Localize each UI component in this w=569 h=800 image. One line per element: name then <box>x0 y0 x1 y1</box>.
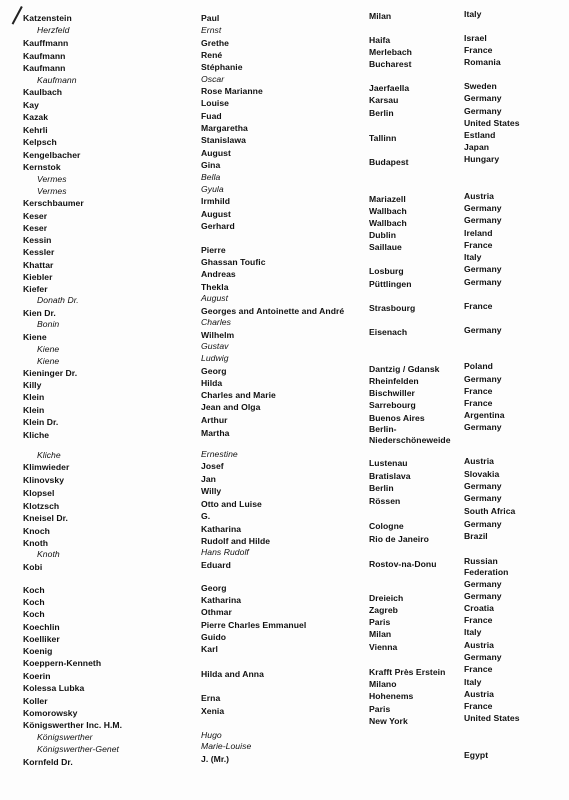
country-entry: Croatia <box>464 603 494 613</box>
country-entry: Germany <box>464 277 502 287</box>
city-entry: Mariazell <box>369 194 406 204</box>
country-entry: Estland <box>464 130 496 140</box>
city-entry: Milan <box>369 629 392 639</box>
first-name-entry: Hilda and Anna <box>201 669 264 679</box>
city-entry: Lustenau <box>369 458 408 468</box>
first-name-entry: René <box>201 50 223 60</box>
surname-entry: Kehrli <box>23 125 48 135</box>
surname-entry: Herzfeld <box>37 25 70 35</box>
first-name-entry: Georg <box>201 366 227 376</box>
surname-entry: Kiene <box>37 344 60 354</box>
first-name-entry: Louise <box>201 98 229 108</box>
surname-entry: Kiefer <box>23 284 48 294</box>
city-entry: Berlin- <box>369 424 397 434</box>
first-name-entry: August <box>201 148 231 158</box>
city-entry: Sarrebourg <box>369 400 416 410</box>
surname-entry: Koch <box>23 585 45 595</box>
city-entry: Vienna <box>369 642 398 652</box>
first-name-entry: Georg <box>201 583 227 593</box>
surname-entry: Koch <box>23 597 45 607</box>
first-name-entry: Gustav <box>201 341 229 351</box>
country-entry: France <box>464 398 493 408</box>
country-entry: Germany <box>464 93 502 103</box>
surname-entry: Königswerther Inc. H.M. <box>23 720 123 730</box>
city-entry: Püttlingen <box>369 279 412 289</box>
first-name-entry: Guido <box>201 632 227 642</box>
surname-entry: Königswerther <box>37 732 93 742</box>
surname-entry: Klotzsch <box>23 501 60 511</box>
country-entry: Israel <box>464 33 487 43</box>
country-entry: France <box>464 301 493 311</box>
city-entry: Wallbach <box>369 218 407 228</box>
city-entry: Zagreb <box>369 605 398 615</box>
first-name-entry: Rudolf and Hilde <box>201 536 271 546</box>
first-name-entry: Fuad <box>201 111 222 121</box>
first-name-entry: Hilda <box>201 378 223 388</box>
country-entry: Ireland <box>464 228 493 238</box>
first-name-entry: Othmar <box>201 607 232 617</box>
surname-entry: Knoch <box>23 526 50 536</box>
country-entry: Germany <box>464 652 502 662</box>
country-entry: Germany <box>464 203 502 213</box>
country-entry: France <box>464 701 493 711</box>
surname-entry: Klein <box>23 405 45 415</box>
city-entry: Haifa <box>369 35 391 45</box>
first-name-entry: Karl <box>201 644 218 654</box>
country-entry: Germany <box>464 374 502 384</box>
city-entry: Merlebach <box>369 47 412 57</box>
city-entry: Milan <box>369 11 392 21</box>
city-entry: Saillaue <box>369 242 402 252</box>
city-entry: Jaerfaella <box>369 83 410 93</box>
first-name-entry: Otto and Luise <box>201 499 262 509</box>
surname-entry: Kornfeld Dr. <box>23 757 73 767</box>
surname-entry: Kazak <box>23 112 49 122</box>
first-name-entry: Thekla <box>201 282 229 292</box>
surname-entry: Kaufmann <box>23 51 66 61</box>
surname-entry: Kaufmann <box>23 63 66 73</box>
city-entry: Bucharest <box>369 59 412 69</box>
first-name-entry: Jan <box>201 474 216 484</box>
surname-entry: Koerin <box>23 671 51 681</box>
surname-entry: Kliche <box>23 430 50 440</box>
first-name-entry: Charles <box>201 317 231 327</box>
first-name-entry: Oscar <box>201 74 225 84</box>
country-entry: Germany <box>464 422 502 432</box>
country-entry: South Africa <box>464 506 516 516</box>
first-name-entry: August <box>201 209 231 219</box>
surname-entry: Kauffmann <box>23 38 69 48</box>
surname-entry: Kneisel Dr. <box>23 513 68 523</box>
surname-entry: Kobi <box>23 562 43 572</box>
first-name-entry: Jean and Olga <box>201 402 261 412</box>
country-entry: Germany <box>464 591 502 601</box>
first-name-entry: Wilhelm <box>201 330 235 340</box>
first-name-entry: Hugo <box>201 730 222 740</box>
first-name-entry: Hans Rudolf <box>201 547 249 557</box>
city-entry: Bischwiller <box>369 388 415 398</box>
country-entry: Austria <box>464 640 494 650</box>
city-entry: Dublin <box>369 230 397 240</box>
first-name-entry: Willy <box>201 486 222 496</box>
surname-entry: Killy <box>23 380 42 390</box>
first-name-entry: Margaretha <box>201 123 248 133</box>
surname-entry: Koechlin <box>23 622 60 632</box>
surname-entry: Kerschbaumer <box>23 198 84 208</box>
first-name-entry: Charles and Marie <box>201 390 276 400</box>
country-entry: Russian <box>464 556 498 566</box>
city-entry: Eisenach <box>369 327 408 337</box>
surname-entry: Komorowsky <box>23 708 78 718</box>
surname-entry: Kaulbach <box>23 87 63 97</box>
country-entry: France <box>464 386 493 396</box>
surname-entry: Kessler <box>23 247 55 257</box>
first-name-entry: August <box>201 293 229 303</box>
surname-entry: Knoth <box>23 538 49 548</box>
surname-entry: Bonin <box>37 319 60 329</box>
first-name-entry: G. <box>201 511 211 521</box>
city-entry: Losburg <box>369 266 404 276</box>
country-entry: Germany <box>464 493 502 503</box>
city-entry: Cologne <box>369 521 404 531</box>
surname-entry: Klein Dr. <box>23 417 59 427</box>
surname-entry: Khattar <box>23 260 54 270</box>
surname-entry: Kernstok <box>23 162 61 172</box>
country-entry: Italy <box>464 627 482 637</box>
first-name-entry: Ernst <box>201 25 222 35</box>
first-name-entry: Gina <box>201 160 221 170</box>
country-entry: Hungary <box>464 154 500 164</box>
first-name-entry: Josef <box>201 461 224 471</box>
first-name-entry: Ludwig <box>201 353 229 363</box>
surname-entry: Kiebler <box>23 272 53 282</box>
country-entry: Brazil <box>464 531 488 541</box>
city-entry: Tallinn <box>369 133 397 143</box>
city-entry: Milano <box>369 679 397 689</box>
first-name-entry: Stanislawa <box>201 135 246 145</box>
first-name-entry: Gerhard <box>201 221 235 231</box>
city-entry: Bratislava <box>369 471 411 481</box>
first-name-entry: Marie-Louise <box>201 741 252 751</box>
country-entry: Italy <box>464 677 482 687</box>
first-name-entry: Paul <box>201 13 220 23</box>
country-entry: Austria <box>464 456 494 466</box>
surname-entry: Kien Dr. <box>23 308 56 318</box>
country-entry: Austria <box>464 689 494 699</box>
country-entry: France <box>464 45 493 55</box>
city-entry: Paris <box>369 704 391 714</box>
first-name-entry: Grethe <box>201 38 229 48</box>
surname-entry: Koller <box>23 696 48 706</box>
first-name-entry: Bella <box>201 172 221 182</box>
surname-entry: Knoth <box>37 549 60 559</box>
surname-entry: Keser <box>23 223 48 233</box>
surname-entry: Klopsel <box>23 488 55 498</box>
city-entry: Dantzig / Gdansk <box>369 364 440 374</box>
first-name-entry: Irmhild <box>201 196 230 206</box>
country-entry: France <box>464 240 493 250</box>
surname-entry: Klein <box>23 392 45 402</box>
city-entry: Rheinfelden <box>369 376 419 386</box>
country-entry: Germany <box>464 215 502 225</box>
country-entry: Italy <box>464 252 482 262</box>
surname-entry: Katzenstein <box>23 13 72 23</box>
country-entry: Argentina <box>464 410 505 420</box>
city-entry: Rössen <box>369 496 401 506</box>
first-name-entry: Arthur <box>201 415 228 425</box>
first-name-entry: Pierre Charles Emmanuel <box>201 620 307 630</box>
surname-entry: Koelliker <box>23 634 60 644</box>
surname-entry: Kiene <box>37 356 60 366</box>
surname-entry: Kliche <box>37 450 61 460</box>
country-entry: France <box>464 615 493 625</box>
surname-entry: Kaufmann <box>37 75 77 85</box>
surname-entry: Koch <box>23 609 45 619</box>
country-entry: Germany <box>464 579 502 589</box>
surname-entry: Kieninger Dr. <box>23 368 78 378</box>
first-name-entry: Andreas <box>201 269 236 279</box>
city-entry: New York <box>369 716 408 726</box>
country-entry: Egypt <box>464 750 489 760</box>
first-name-entry: Gyula <box>201 184 224 194</box>
city-entry: Krafft Près Erstein <box>369 667 446 677</box>
city-entry: Buenos Aires <box>369 413 425 423</box>
surname-entry: Vermes <box>37 186 67 196</box>
first-name-entry: Georges and Antoinette and André <box>201 306 345 316</box>
country-entry: Japan <box>464 142 490 152</box>
city-entry: Paris <box>369 617 391 627</box>
country-entry: Germany <box>464 325 502 335</box>
country-entry: Slovakia <box>464 469 500 479</box>
first-name-entry: Erna <box>201 693 221 703</box>
country-entry: Romania <box>464 57 501 67</box>
first-name-entry: Ernestine <box>201 449 238 459</box>
first-name-entry: J. (Mr.) <box>201 754 230 764</box>
surname-entry: Klimwieder <box>23 462 70 472</box>
first-name-entry: Ghassan Toufic <box>201 257 266 267</box>
first-name-entry: Martha <box>201 428 230 438</box>
surname-entry: Vermes <box>37 174 67 184</box>
city-entry: Berlin <box>369 108 394 118</box>
city-entry: Strasbourg <box>369 303 416 313</box>
country-entry: France <box>464 664 493 674</box>
surname-entry: Kolessa Lubka <box>23 683 85 693</box>
city-entry: Dreieich <box>369 593 404 603</box>
city-entry: Berlin <box>369 483 394 493</box>
country-entry: Federation <box>464 567 509 577</box>
surname-entry: Klinovsky <box>23 475 65 485</box>
first-name-entry: Stéphanie <box>201 62 243 72</box>
surname-entry: Keser <box>23 211 48 221</box>
city-entry: Wallbach <box>369 206 407 216</box>
surname-entry: Königswerther-Genet <box>37 744 119 754</box>
surname-entry: Donath Dr. <box>37 295 79 305</box>
country-entry: Germany <box>464 106 502 116</box>
city-entry: Hohenems <box>369 691 414 701</box>
country-entry: Germany <box>464 264 502 274</box>
surname-entry: Koeppern-Kenneth <box>23 658 102 668</box>
first-name-entry: Rose Marianne <box>201 86 263 96</box>
first-name-entry: Eduard <box>201 560 231 570</box>
surname-entry: Kessin <box>23 235 52 245</box>
surname-entry: Kiene <box>23 332 47 342</box>
city-entry: Niederschöneweide <box>369 435 451 445</box>
country-entry: United States <box>464 118 520 128</box>
surname-entry: Koenig <box>23 646 53 656</box>
first-name-entry: Katharina <box>201 524 242 534</box>
country-entry: Poland <box>464 361 493 371</box>
country-entry: United States <box>464 713 520 723</box>
surname-entry: Kelpsch <box>23 137 57 147</box>
first-name-entry: Pierre <box>201 245 226 255</box>
city-entry: Budapest <box>369 157 409 167</box>
country-entry: Italy <box>464 9 482 19</box>
country-entry: Austria <box>464 191 494 201</box>
city-entry: Rio de Janeiro <box>369 534 429 544</box>
surname-entry: Kay <box>23 100 39 110</box>
country-entry: Germany <box>464 519 502 529</box>
first-name-entry: Katharina <box>201 595 242 605</box>
surname-entry: Kengelbacher <box>23 150 81 160</box>
city-entry: Karsau <box>369 95 399 105</box>
first-name-entry: Xenia <box>201 706 225 716</box>
country-entry: Sweden <box>464 81 497 91</box>
country-entry: Germany <box>464 481 502 491</box>
city-entry: Rostov-na-Donu <box>369 559 437 569</box>
